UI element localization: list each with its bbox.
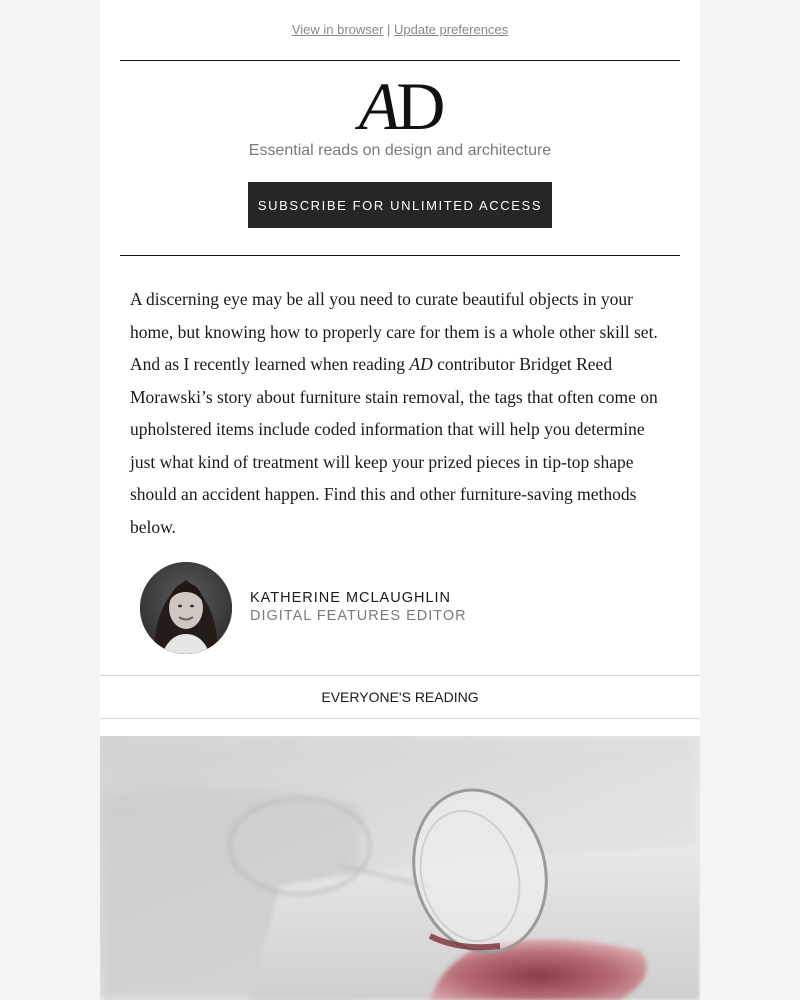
author-title: DIGITAL FEATURES EDITOR — [250, 608, 467, 624]
author-photo — [140, 562, 232, 654]
hero-image[interactable] — [100, 736, 700, 1000]
email-container — [100, 0, 700, 1000]
tagline: Essential reads on design and architecture — [248, 142, 552, 159]
intro-italic-ad: AD — [409, 354, 433, 374]
section-heading: EVERYONE'S READING — [100, 675, 700, 719]
update-preferences-link[interactable]: Update preferences — [393, 22, 509, 37]
logo-letter-d: D — [396, 68, 442, 144]
intro-text-2: contributor Bridget Reed Morawski’s story about furniture stain removal, the tags that often come on upholstered items include coded information that will help you determine just what kind of treatment will keep your prized pieces in tip-top shape should an accident happen. Find this and other furniture-saving methods below. — [130, 354, 658, 537]
divider-bottom — [120, 255, 680, 256]
wine-glass-image — [100, 736, 700, 1000]
author-name: KATHERINE MCLAUGHLIN — [250, 590, 452, 606]
divider-top — [120, 60, 680, 61]
author-block — [140, 562, 660, 654]
intro-text-1: A discerning eye may be all you need to curate beautiful objects in your home, but knowing how to properly care for them is a whole other skill set. And as I recently learned when reading — [130, 289, 658, 374]
subscribe-button[interactable]: SUBSCRIBE FOR UNLIMITED ACCESS — [248, 182, 552, 228]
link-separator: | — [386, 22, 391, 37]
top-links — [100, 22, 700, 37]
intro-paragraph — [130, 283, 670, 543]
ad-logo[interactable] — [100, 68, 700, 144]
view-in-browser-link[interactable]: View in browser — [291, 22, 384, 37]
avatar — [140, 562, 232, 654]
logo-letter-a: A — [358, 68, 397, 144]
